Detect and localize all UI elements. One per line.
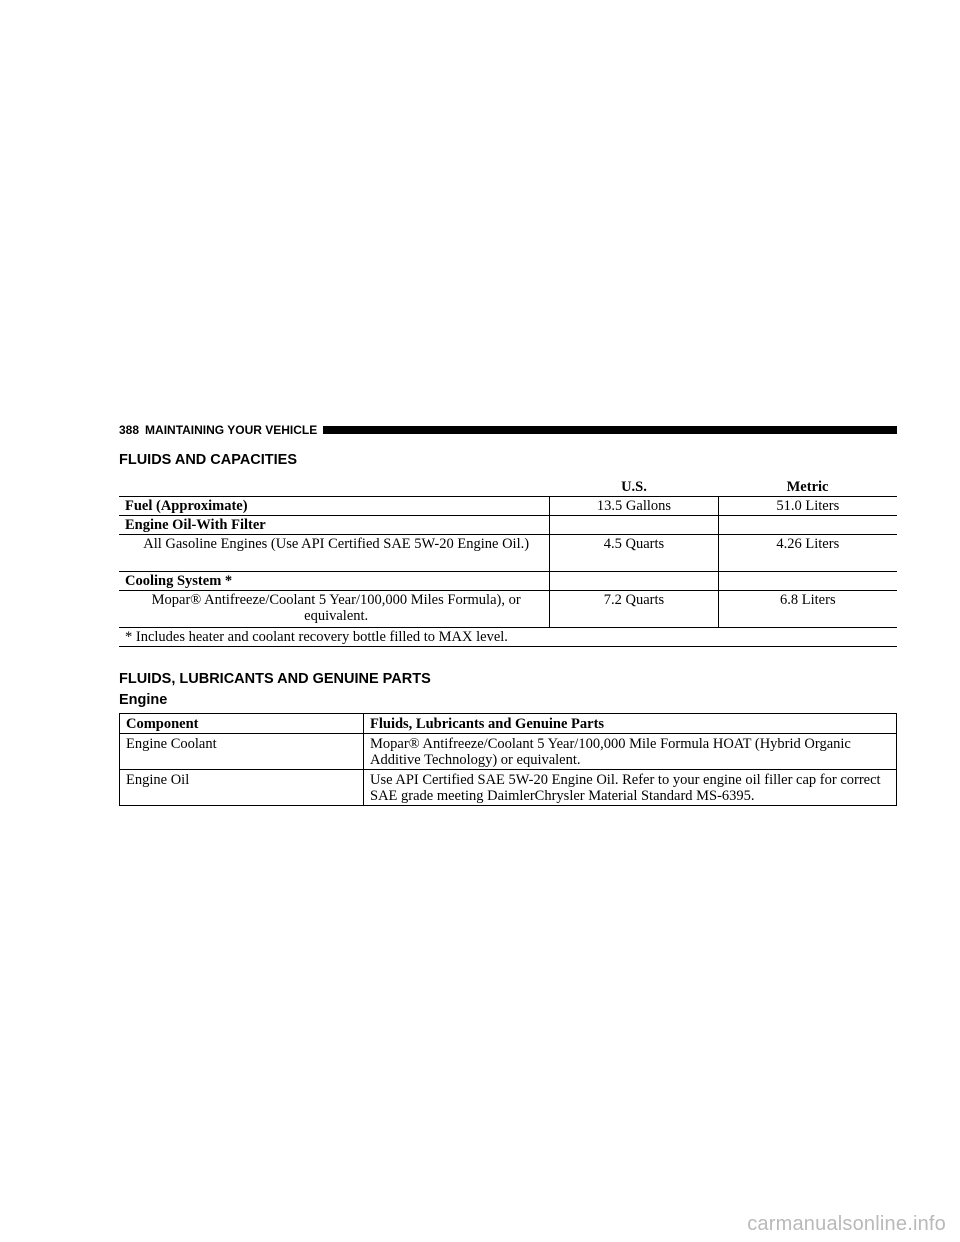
component-name: Engine Oil [120, 770, 364, 806]
component-name: Engine Coolant [120, 734, 364, 770]
component-column-header: Component [120, 714, 364, 734]
row-label: Mopar® Antifreeze/Coolant 5 Year/100,000 Miles Formula), or equivalent. [119, 591, 550, 628]
us-column-header: U.S. [550, 478, 718, 497]
row-metric-value: 51.0 Liters [718, 497, 897, 516]
row-us-value: 7.2 Quarts [550, 591, 718, 628]
capacities-table [119, 478, 897, 647]
row-metric-value: 4.26 Liters [718, 535, 897, 572]
table-row [119, 572, 897, 591]
fluids-capacities-heading: FLUIDS AND CAPACITIES [119, 452, 298, 468]
table-row [120, 734, 897, 770]
row-label: All Gasoline Engines (Use API Certified SAE 5W-20 Engine Oil.) [119, 535, 550, 572]
row-label: Engine Oil-With Filter [119, 516, 550, 535]
table-row [119, 497, 897, 516]
row-label: Fuel (Approximate) [119, 497, 550, 516]
capacities-blank-header [119, 478, 550, 497]
watermark: carmanualsonline.info [747, 1213, 946, 1235]
metric-column-header: Metric [718, 478, 897, 497]
row-label: Cooling System * [119, 572, 550, 591]
table-row [119, 516, 897, 535]
table-row [119, 591, 897, 628]
row-us-value [550, 516, 718, 535]
footnote-row [119, 628, 897, 647]
page-number: 388 [119, 423, 140, 437]
table-row [119, 535, 897, 572]
component-fluid: Use API Certified SAE 5W-20 Engine Oil. Refer to your engine oil filler cap for correct SAE grade meeting DaimlerChrysler Material Standard MS-6395. [364, 770, 897, 806]
row-metric-value: 6.8 Liters [718, 591, 897, 628]
fluids-column-header: Fluids, Lubricants and Genuine Parts [364, 714, 897, 734]
page-header [119, 422, 897, 438]
component-fluid: Mopar® Antifreeze/Coolant 5 Year/100,000 Mile Formula HOAT (Hybrid Organic Additive Technology) or equivalent. [364, 734, 897, 770]
row-us-value [550, 572, 718, 591]
fluids-lubricants-heading: FLUIDS, LUBRICANTS AND GENUINE PARTS [119, 671, 431, 687]
row-us-value: 4.5 Quarts [550, 535, 718, 572]
capacities-footnote: * Includes heater and coolant recovery bottle filled to MAX level. [119, 628, 897, 647]
table-row [120, 770, 897, 806]
header-rule [323, 426, 897, 434]
row-metric-value [718, 516, 897, 535]
section-title: MAINTAINING YOUR VEHICLE [145, 423, 318, 437]
components-table [119, 713, 897, 806]
row-metric-value [718, 572, 897, 591]
components-header-row [120, 714, 897, 734]
engine-subheading: Engine [119, 692, 168, 708]
capacities-header-row [119, 478, 897, 497]
row-us-value: 13.5 Gallons [550, 497, 718, 516]
